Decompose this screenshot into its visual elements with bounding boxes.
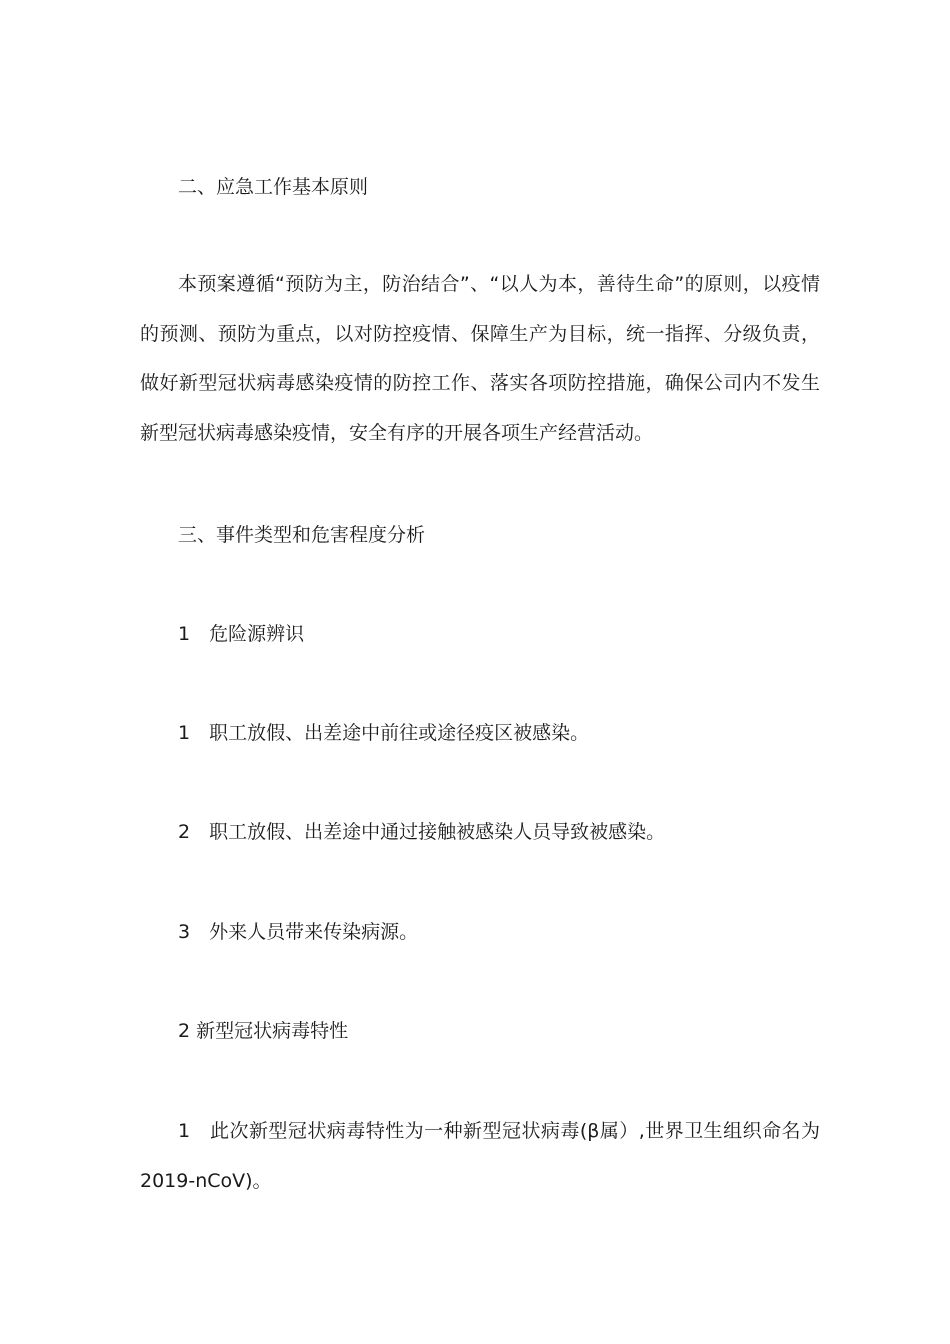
section-heading-event-analysis: 三、事件类型和危害程度分析: [178, 524, 426, 546]
section-heading-principles: 二、应急工作基本原则: [178, 176, 369, 198]
list-item-hazard-3: 3 外来人员带来传染病源。: [178, 921, 419, 943]
list-item-hazard-2: 2 职工放假、出差途中通过接触被感染人员导致被感染。: [178, 821, 666, 843]
paragraph-virus: 1 此次新型冠状病毒特性为一种新型冠状病毒(β属）,世界卫生组织命名为2019-nCoV)。: [140, 1120, 820, 1192]
paragraph-principles: 本预案遵循“预防为主，防治结合”、“以人为本，善待生命”的原则，以疫情的预测、预防为重点，以对防控疫情、保障生产为目标，统一指挥、分级负责，做好新型冠状病毒感染疫情的防控工作、落实各项防控措施，确保公司内不发生新型冠状病毒感染疫情，安全有序的开展各项生产经营活动。: [140, 273, 820, 444]
subheading-hazard-identification: 1 危险源辨识: [178, 623, 305, 645]
subheading-virus-characteristics: 2 新型冠状病毒特性: [178, 1020, 349, 1042]
list-item-hazard-1: 1 职工放假、出差途中前往或途径疫区被感染。: [178, 722, 590, 744]
